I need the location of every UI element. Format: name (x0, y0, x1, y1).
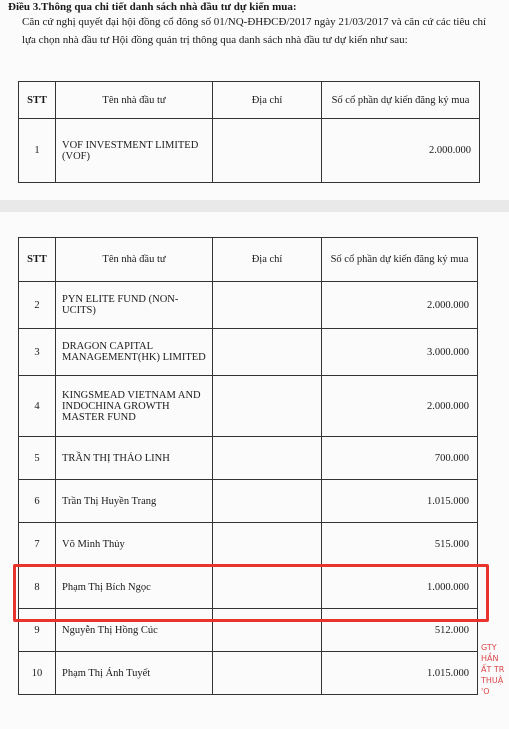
header-shares: Số cổ phần dự kiến đăng ký mua (322, 82, 480, 119)
header-stt: STT (19, 82, 56, 119)
cell-name: TRẦN THỊ THẢO LINH (56, 437, 213, 480)
cell-address (213, 437, 322, 480)
cell-address (213, 480, 322, 523)
cell-shares: 2.000.000 (322, 282, 478, 329)
header-name: Tên nhà đầu tư (56, 82, 213, 119)
cell-stt: 7 (19, 523, 56, 566)
table-row (19, 329, 478, 376)
cell-name: VOF INVESTMENT LIMITED (VOF) (56, 119, 213, 183)
cell-name: PYN ELITE FUND (NON-UCITS) (56, 282, 213, 329)
seal-line: THUẬ (481, 676, 504, 685)
cell-shares: 3.000.000 (322, 329, 478, 376)
cell-shares: 1.000.000 (322, 566, 478, 609)
header-name: Tên nhà đầu tư (56, 238, 213, 282)
cell-name: Phạm Thị Bích Ngọc (56, 566, 213, 609)
table-row (19, 376, 478, 437)
document-page-2 (0, 212, 509, 729)
seal-line: HẦN (481, 654, 499, 663)
row-highlight-box (13, 564, 489, 622)
intro-paragraph: Căn cứ nghị quyết đại hội đồng cổ đông số 01/NQ-ĐHĐCĐ/2017 ngày 21/03/2017 và căn cứ các tiêu chí lựa chọn nhà đầu tư Hội đồng quản trị thông qua danh sách nhà đầu tư dự kiến như sau: (22, 16, 487, 46)
header-stt: STT (19, 238, 56, 282)
investor-table-2 (18, 237, 478, 695)
cell-address (213, 652, 322, 695)
cell-shares: 515.000 (322, 523, 478, 566)
table-row (19, 480, 478, 523)
cell-stt: 3 (19, 329, 56, 376)
cell-stt: 5 (19, 437, 56, 480)
document-page-1 (0, 0, 509, 200)
table-header-row (19, 82, 480, 119)
cell-name: Nguyễn Thị Hồng Cúc (56, 609, 213, 652)
red-seal-stamp (481, 642, 509, 729)
cell-stt: 1 (19, 119, 56, 183)
header-address: Địa chỉ (213, 82, 322, 119)
cell-name: Phạm Thị Ánh Tuyết (56, 652, 213, 695)
cell-stt: 9 (19, 609, 56, 652)
cell-address (213, 523, 322, 566)
cell-name: KINGSMEAD VIETNAM AND INDOCHINA GROWTH MASTER FUND (56, 376, 213, 437)
header-address: Địa chỉ (213, 238, 322, 282)
article-heading: Điều 3.Thông qua chi tiết danh sách nhà đầu tư dự kiến mua: (8, 1, 297, 13)
table-header-row (19, 238, 478, 282)
cell-stt: 6 (19, 480, 56, 523)
cell-name: DRAGON CAPITAL MANAGEMENT(HK) LIMITED (56, 329, 213, 376)
cell-stt: 8 (19, 566, 56, 609)
investor-table-1 (18, 81, 480, 183)
table-row (19, 652, 478, 695)
cell-name: Võ Minh Thủy (56, 523, 213, 566)
cell-address (213, 282, 322, 329)
cell-shares: 2.000.000 (322, 376, 478, 437)
cell-shares: 512.000 (322, 609, 478, 652)
cell-name: Trần Thị Huyền Trang (56, 480, 213, 523)
table-row (19, 282, 478, 329)
table-row (19, 119, 480, 183)
cell-shares: 1.015.000 (322, 480, 478, 523)
cell-address (213, 119, 322, 183)
header-shares: Số cổ phần dự kiến đăng ký mua (322, 238, 478, 282)
cell-shares: 700.000 (322, 437, 478, 480)
cell-address (213, 329, 322, 376)
seal-line: GTY (481, 643, 497, 652)
cell-stt: 10 (19, 652, 56, 695)
table-row (19, 523, 478, 566)
seal-line: 'O (481, 687, 490, 696)
seal-line: ẤT TR (481, 665, 505, 674)
table-row (19, 437, 478, 480)
cell-shares: 2.000.000 (322, 119, 480, 183)
cell-stt: 2 (19, 282, 56, 329)
cell-address (213, 376, 322, 437)
cell-shares: 1.015.000 (322, 652, 478, 695)
cell-stt: 4 (19, 376, 56, 437)
